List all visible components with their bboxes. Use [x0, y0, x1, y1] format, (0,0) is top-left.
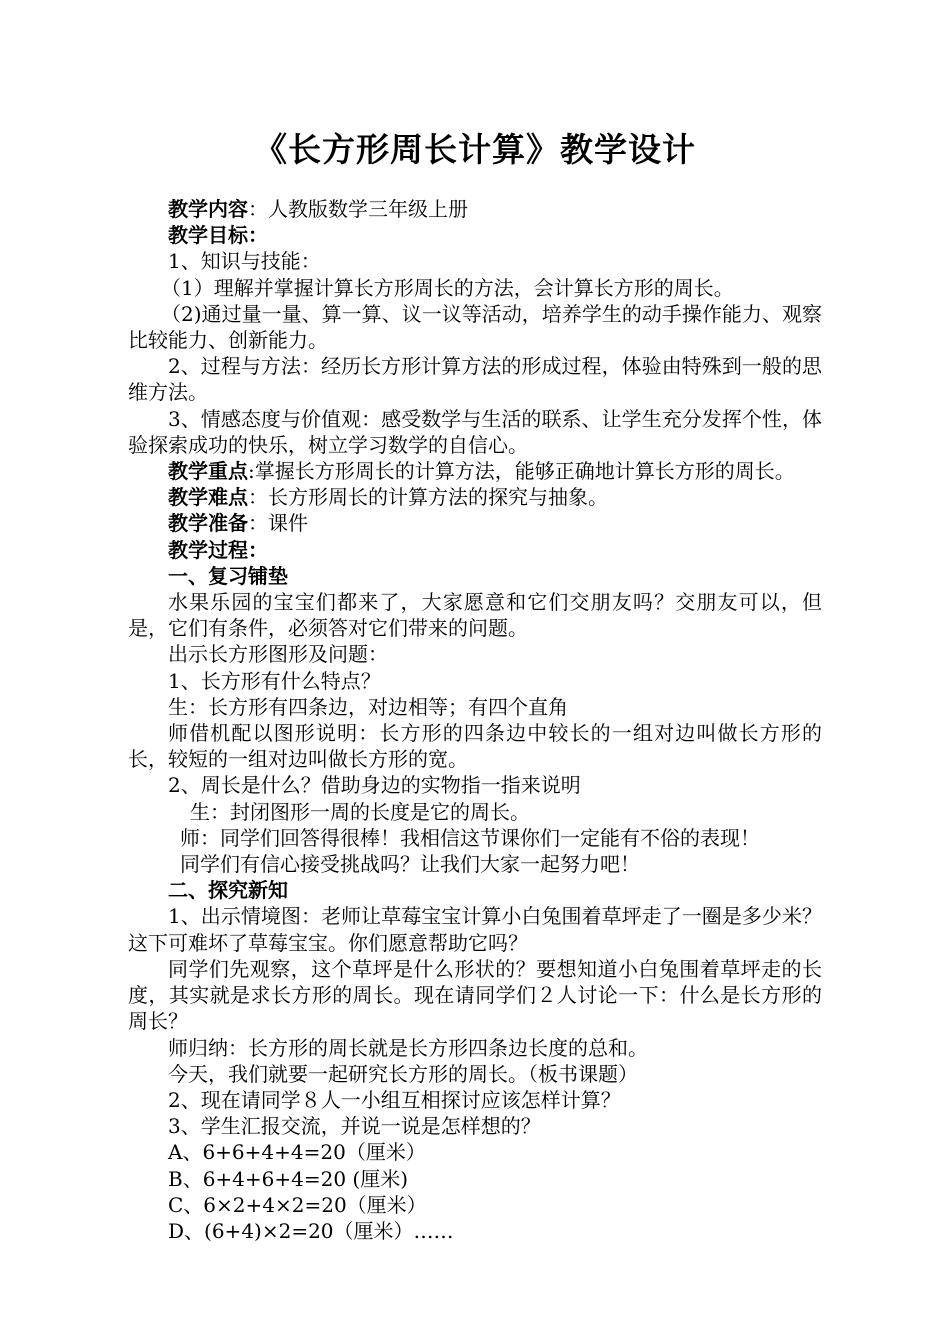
label-key-point: 教学重点 — [168, 459, 248, 484]
paragraph-difficulty: 教学难点：长方形周长的计算方法的探究与抽象。 — [168, 485, 608, 510]
paragraph-s1-5: 师借机配以图形说明：长方形的四条边中较长的一组对边叫做长方形的长，较短的一组对边叫做长方形的宽。 — [128, 721, 822, 772]
paragraph-s2-4: 今天，我们就要一起研究长方形的周长。（板书课题） — [168, 1061, 638, 1086]
paragraph-s1-4: 生：长方形有四条边，对边相等；有四个直角 — [168, 694, 568, 719]
paragraph-goal2: 2、过程与方法：经历长方形计算方法的形成过程，体验由特殊到一般的思维方法。 — [128, 354, 822, 405]
document-body — [128, 196, 822, 1244]
paragraph-s2-3: 师归纳：长方形的周长就是长方形四条边长度的总和。 — [168, 1035, 648, 1060]
document-title: 《长方形周长计算》教学设计 — [254, 130, 696, 169]
paragraph-s2-5: 2、现在请同学８人一小组互相探讨应该怎样计算？ — [168, 1087, 621, 1112]
formula-a: A、6+6+4+4=20（厘米） — [168, 1140, 426, 1165]
formula-b: B、6+4+6+4=20 (厘米) — [168, 1166, 409, 1191]
label-teaching-goals: 教学目标： — [168, 223, 268, 248]
paragraph-s1-8: 师：同学们回答得很棒！我相信这节课你们一定能有不俗的表现！ — [180, 825, 760, 850]
paragraph-key-point: 教学重点:掌握长方形周长的计算方法，能够正确地计算长方形的周长。 — [168, 459, 795, 484]
paragraph-s1-2: 出示长方形图形及问题： — [168, 642, 388, 667]
section-heading-1: 一、复习铺垫 — [168, 563, 288, 588]
paragraph-s2-2: 同学们先观察，这个草坪是什么形状的？要想知道小白兔围着草坪走的长度，其实就是求长方形的周长。现在请同学们２人讨论一下：什么是长方形的周长？ — [128, 956, 822, 1034]
label-process: 教学过程： — [168, 537, 268, 562]
paragraph-teaching-goals — [128, 222, 822, 248]
paragraph-goal1-b: （2)通过量一量、算一算、议一议等活动，培养学生的动手操作能力、观察比较能力、创新能力。 — [128, 301, 822, 353]
document-page — [128, 128, 822, 1244]
label-teaching-content: 教学内容 — [168, 197, 248, 221]
formula-c: C、6×2+4×2=20（厘米） — [168, 1192, 427, 1217]
paragraph-goal1-a: （1）理解并掌握计算长方形周长的方法，会计算长方形的周长。 — [161, 275, 734, 300]
paragraph-preparation: 教学准备：课件 — [168, 511, 308, 536]
paragraph-s1-1: 水果乐园的宝宝们都来了，大家愿意和它们交朋友吗？交朋友可以，但是，它们有条件，必须答对它们带来的问题。 — [128, 590, 822, 641]
paragraph-s1-9: 同学们有信心接受挑战吗？让我们大家一起努力吧！ — [180, 852, 640, 877]
label-preparation: 教学准备 — [168, 511, 248, 536]
paragraph-s2-1: 1、出示情境图：老师让草莓宝宝计算小白兔围着草坪走了一圈是多少米？这下可难坏了草莓宝宝。你们愿意帮助它吗？ — [128, 904, 822, 955]
paragraph-goal1: 1、知识与技能： — [168, 249, 321, 274]
formula-d: D、(6+4)×2=20（厘米）…… — [168, 1218, 454, 1243]
paragraph-s2-6: 3、学生汇报交流，并说一说是怎样想的？ — [168, 1114, 541, 1139]
label-difficulty: 教学难点 — [168, 485, 248, 510]
paragraph-teaching-content: 教学内容：人教版数学三年级上册 — [168, 197, 468, 221]
paragraph-s1-6: 2、周长是什么？借助身边的实物指一指来说明 — [168, 773, 581, 798]
paragraph-s1-3: 1、长方形有什么特点？ — [168, 668, 381, 693]
paragraph-goal3: 3、情感态度与价值观：感受数学与生活的联系、让学生充分发挥个性，体验探索成功的快乐，树立学习数学的自信心。 — [128, 406, 822, 457]
paragraph-s1-7: 生：封闭图形一周的长度是它的周长。 — [190, 799, 530, 824]
paragraph-process — [128, 537, 822, 563]
section-heading-2: 二、探究新知 — [168, 878, 288, 903]
